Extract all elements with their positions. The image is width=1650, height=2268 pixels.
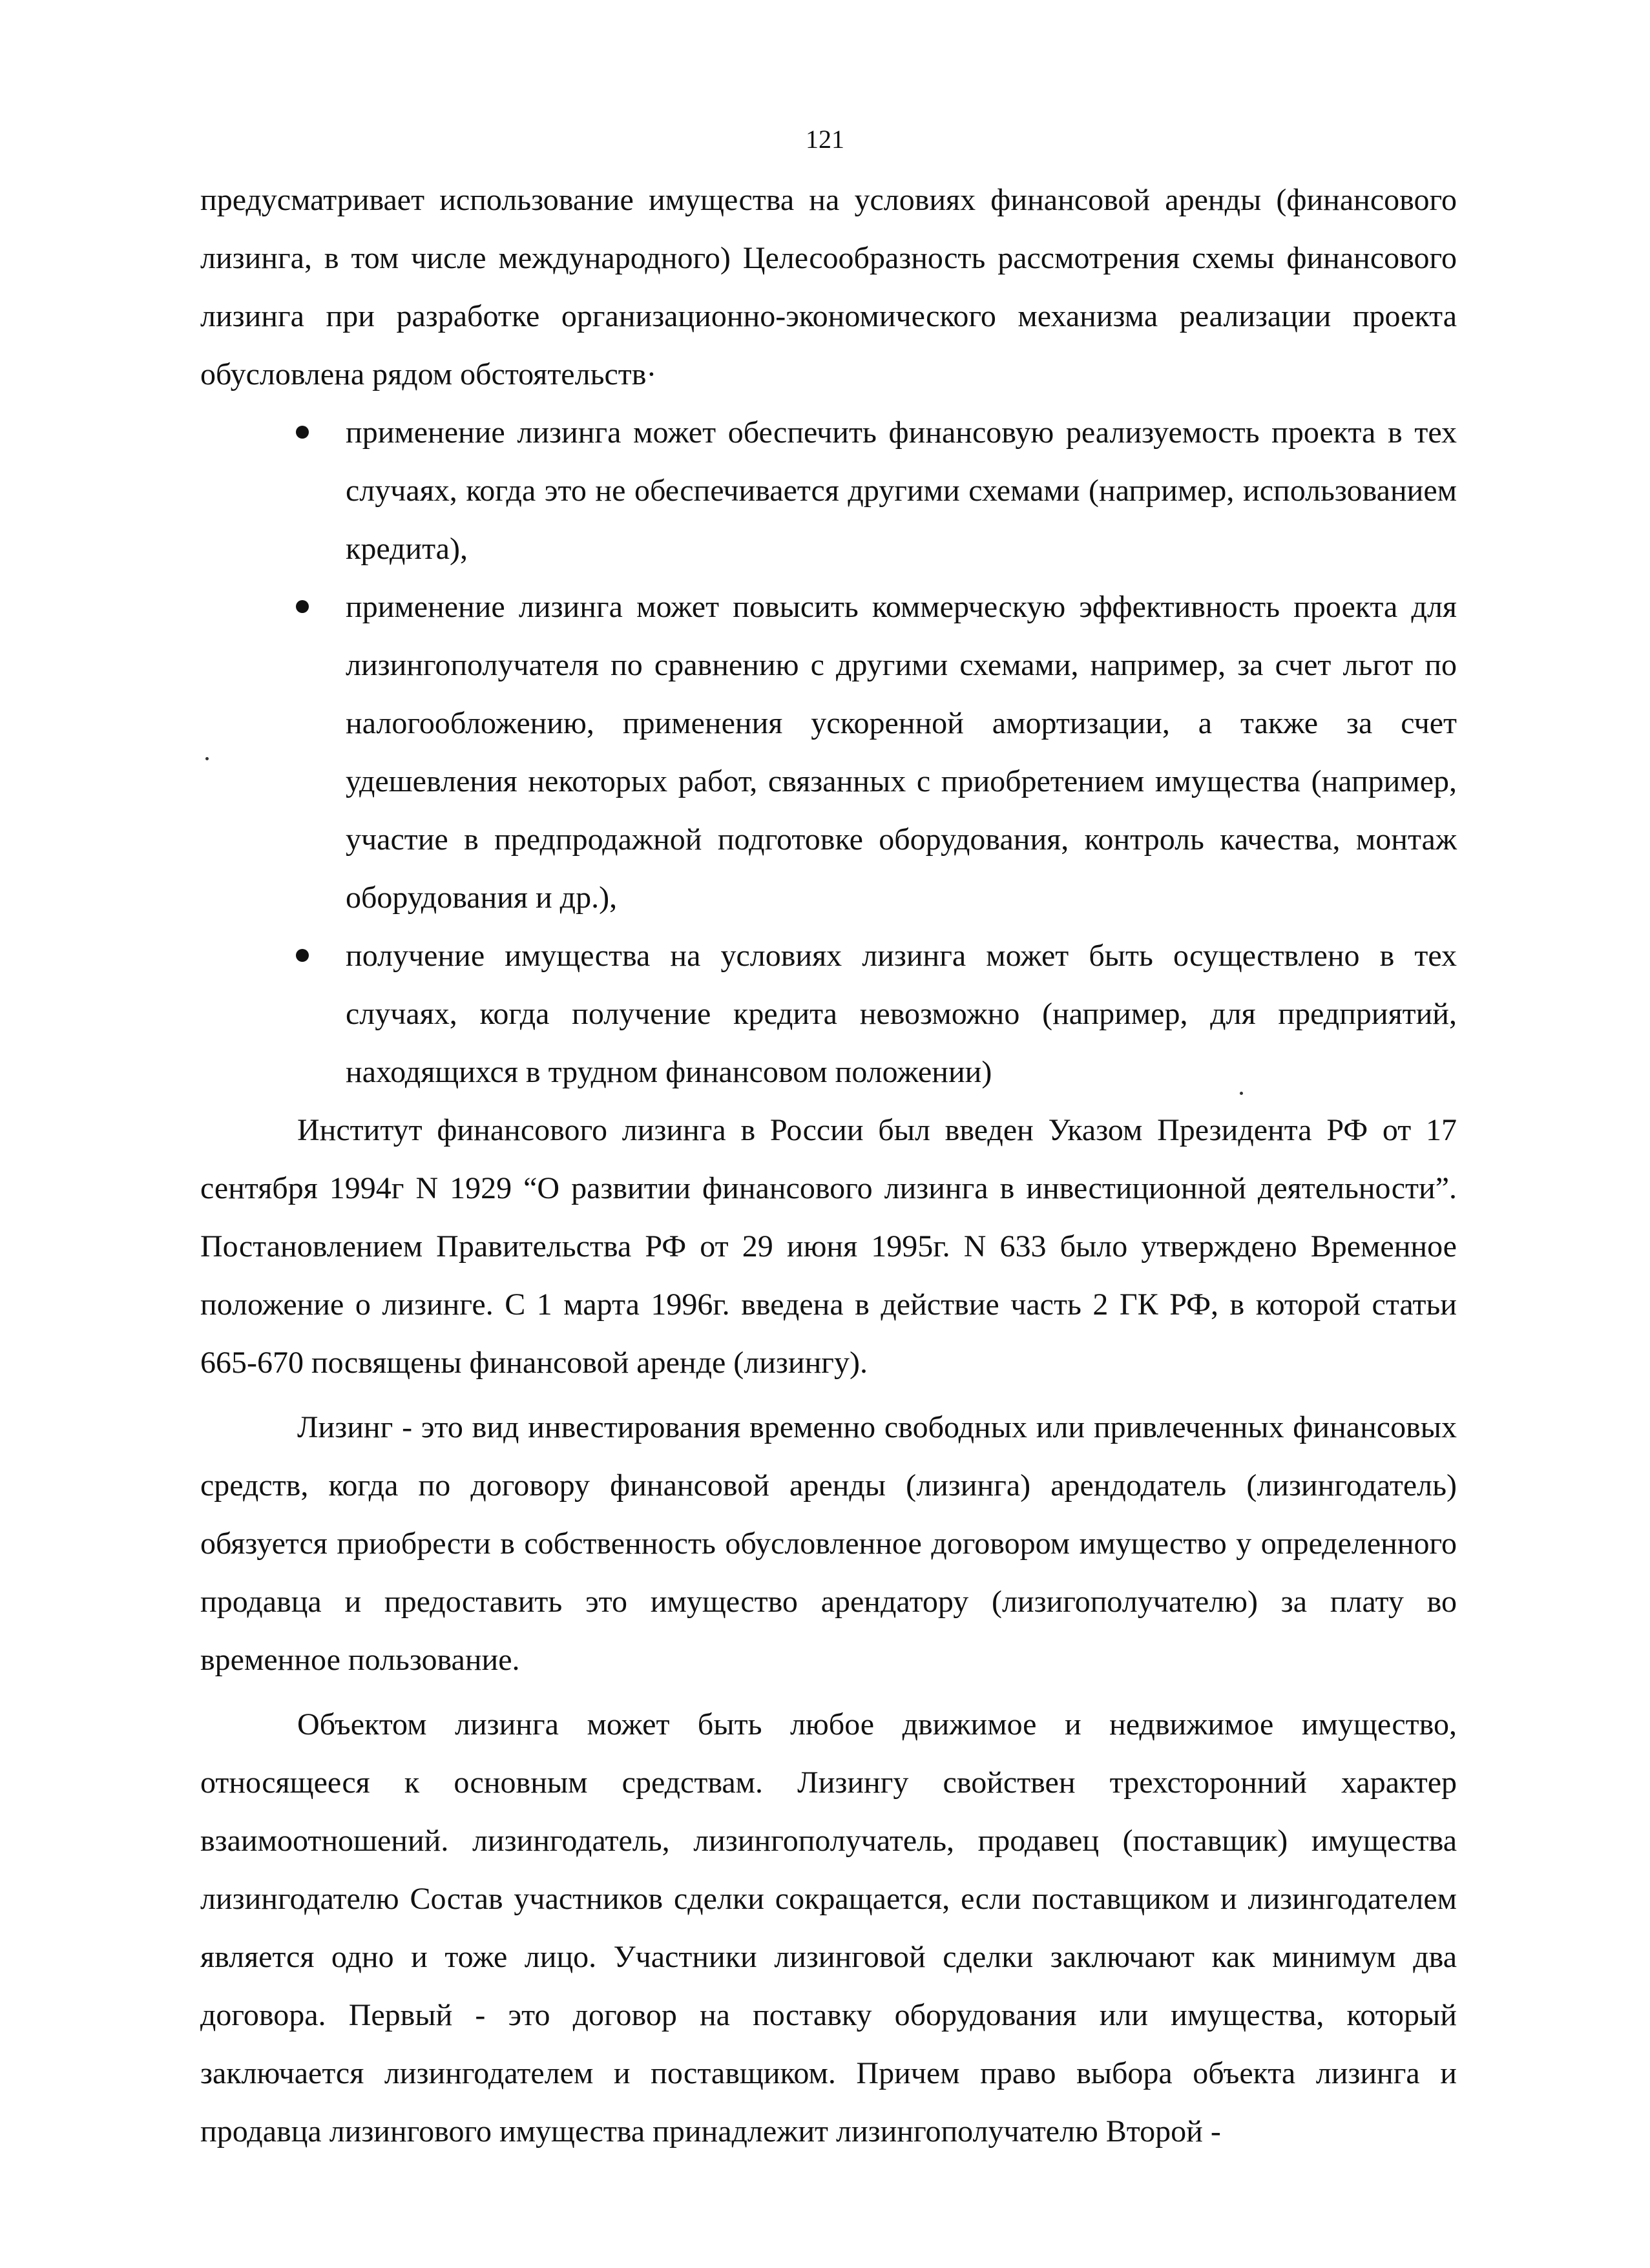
bullet-text-2: применение лизинга может повысить коммерческую эффективность проекта для лизингополучателя по сравнению с другими схемами, например, за счет льгот по налогообложению, применения ускоренной амортизации, а также за счет удешевления некоторых работ, связанных с приобретением имущества (например, участие в предпродажной подготовке оборудования, контроль качества, монтаж оборудования и др.), — [346, 590, 1457, 915]
bullet-item-1 — [200, 404, 1457, 578]
paragraph-leasing-object: Объектом лизинга может быть любое движимое и недвижимое имущество, относящееся к основным средствам. Лизингу свойствен трехсторонний характер взаимоотношений. лизингодатель, лизингополучатель, продавец (поставщик) имущества лизингодателю Состав участников сделки сокращается, если поставщиком и лизингодателем является одно и тоже лицо. Участники лизинговой сделки заключают как минимум два договора. Первый - это договор на поставку оборудования или имущества, который заключается лизингодателем и поставщиком. Причем право выбора объекта лизинга и продавца лизингового имущества принадлежит лизингополучателю Второй - — [200, 1707, 1457, 2148]
scan-speck — [1240, 1092, 1243, 1095]
scan-speck — [205, 757, 209, 760]
bullet-item-3 — [200, 927, 1457, 1101]
paragraph-institute: Институт финансового лизинга в России был введен Указом Президента РФ от 17 сентября 1994г N 1929 “О развитии финансового лизинга в инвестиционной деятельности”. Постановлением Правительства РФ от 29 июня 1995г. N 633 было утверждено Временное положение о лизинге. С 1 марта 1996г. введена в действие часть 2 ГК РФ, в которой статьи 665-670 посвящены финансовой аренде (лизингу). — [200, 1113, 1457, 1380]
document-body — [200, 171, 1457, 2161]
bullet-item-2 — [200, 578, 1457, 927]
bullet-text-3: получение имущества на условиях лизинга может быть осуществлено в тех случаях, когда получение кредита невозможно (например, для предприятий, находящихся в трудном финансовом положении) — [346, 939, 1457, 1089]
bullet-dot-icon — [296, 949, 309, 962]
bullet-list — [200, 404, 1457, 1101]
bullet-dot-icon — [296, 426, 309, 439]
bullet-dot-icon — [296, 600, 309, 613]
bullet-text-1: применение лизинга может обеспечить финансовую реализуемость проекта в тех случаях, когда это не обеспечивается другими схемами (например, использованием кредита), — [346, 415, 1457, 566]
paragraph-leasing-definition: Лизинг - это вид инвестирования временно свободных или привлеченных финансовых средств, когда по договору финансовой аренды (лизинга) арендодатель (лизингодатель) обязуется приобрести в собственность обусловленное договором имущество у определенного продавца и предоставить это имущество арендатору (лизигополучателю) за плату во временное пользование. — [200, 1410, 1457, 1677]
paragraph-intro: предусматривает использование имущества на условиях финансовой аренды (финансового лизинга, в том числе международного) Целесообразность рассмотрения схемы финансового лизинга при разработке организационно-экономического механизма реализации проекта обусловлена рядом обстоятельств· — [200, 183, 1457, 391]
page-number: 121 — [806, 125, 844, 154]
